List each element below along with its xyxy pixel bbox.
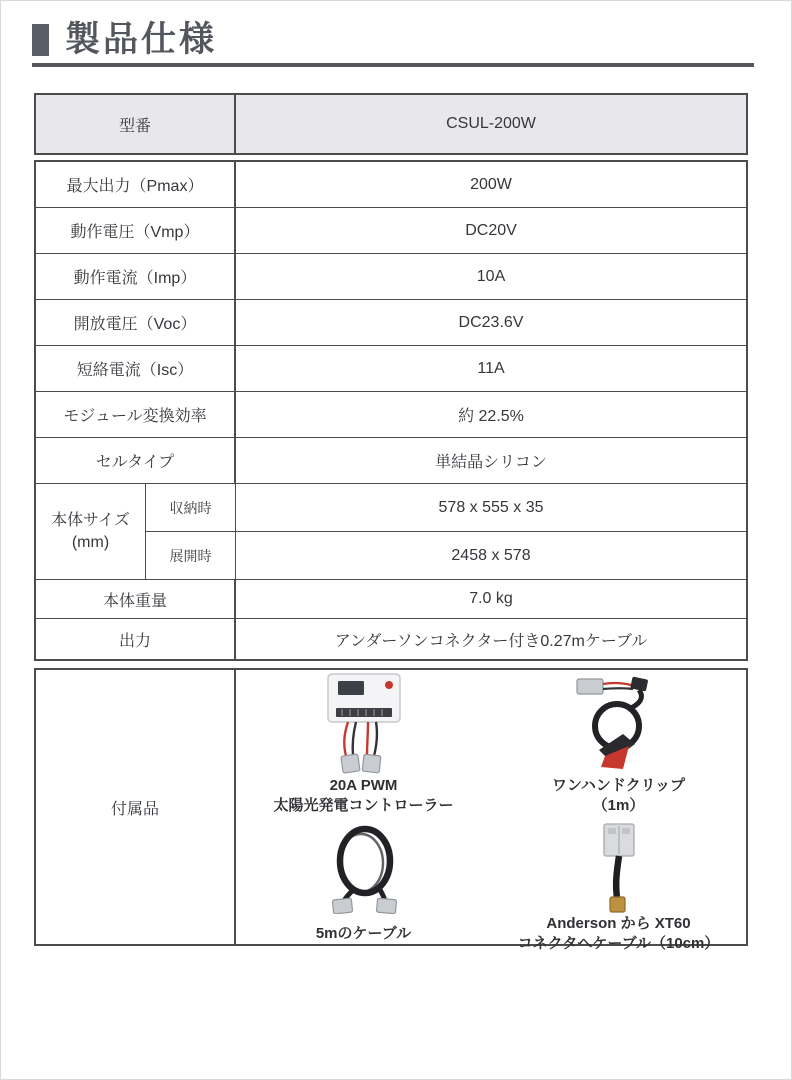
table-row-vmp — [36, 208, 746, 254]
model-header-row — [34, 93, 748, 155]
model-value: CSUL-200W — [446, 115, 536, 132]
table-subrow-unfolded — [146, 532, 746, 579]
accessory-item-cable — [236, 820, 491, 948]
accessory-caption: 20A PWM 太陽光発電コントローラー — [273, 777, 454, 814]
table-row-weight — [36, 580, 746, 619]
table-subrow-folded — [146, 484, 746, 532]
table-row-isc — [36, 346, 746, 392]
model-label: 型番 — [36, 95, 236, 153]
accessories-label: 付属品 — [36, 670, 236, 944]
title-square-bullet — [32, 24, 49, 56]
spec-table — [34, 160, 748, 661]
spec-label: 短絡電流（Isc） — [36, 346, 236, 391]
accessories-section — [34, 668, 748, 952]
size-sub-value: 2458 x 578 — [451, 546, 531, 564]
table-row-voc — [36, 300, 746, 346]
spec-value: 200W — [470, 175, 512, 193]
table-row-output — [36, 619, 746, 659]
table-row-pmax — [36, 162, 746, 208]
table-row-imp — [36, 254, 746, 300]
size-sub-label: 収納時 — [146, 484, 236, 531]
spec-label: モジュール変換効率 — [36, 392, 236, 437]
one-hand-clip-image — [571, 672, 667, 776]
spec-label: 本体重量 — [36, 580, 236, 618]
size-label-cell — [36, 484, 146, 579]
spec-label: 動作電流（Imp） — [36, 254, 236, 299]
accessories-grid — [236, 670, 746, 952]
spec-value: 単結晶シリコン — [435, 454, 547, 471]
spec-label: 最大出力（Pmax） — [36, 162, 236, 207]
accessory-caption: ワンハンドクリップ （1m） — [551, 777, 686, 814]
spec-value: 10A — [476, 267, 506, 285]
table-row-body-size — [36, 484, 746, 580]
table-row-efficiency — [36, 392, 746, 438]
accessory-caption: 5mのケーブル — [315, 925, 412, 942]
spec-label: 開放電圧（Voc） — [36, 300, 236, 345]
spec-value: 約 22.5% — [458, 408, 524, 425]
spec-value: DC23.6V — [458, 313, 524, 331]
5m-cable-image — [309, 822, 419, 914]
anderson-xt60-adapter-image — [589, 822, 649, 914]
spec-value: 11A — [477, 359, 505, 377]
spec-value: 7.0 kg — [469, 590, 513, 607]
spec-value: アンダーソンコネクター付き0.27mケーブル — [334, 632, 648, 650]
size-unit: (mm) — [71, 533, 110, 551]
page-title-section — [32, 21, 791, 67]
page-title: 製品仕様 — [65, 20, 218, 59]
spec-label: 出力 — [36, 619, 236, 659]
size-sub-label: 展開時 — [146, 532, 236, 579]
accessory-item-controller — [236, 670, 491, 820]
spec-value: DC20V — [465, 221, 517, 239]
table-row-cell-type — [36, 438, 746, 484]
spec-label: 動作電圧（Vmp） — [36, 208, 236, 253]
size-sub-value: 578 x 555 x 35 — [438, 498, 544, 516]
accessory-caption: Anderson から XT60 コネクタへケーブル（10cm） — [517, 915, 720, 952]
size-label: 本体サイズ — [51, 511, 130, 529]
accessory-item-adapter — [491, 820, 746, 952]
charge-controller-image — [308, 672, 420, 776]
title-underline-rule — [32, 63, 754, 67]
spec-label: セルタイプ — [36, 438, 236, 483]
accessory-item-clip — [491, 670, 746, 820]
